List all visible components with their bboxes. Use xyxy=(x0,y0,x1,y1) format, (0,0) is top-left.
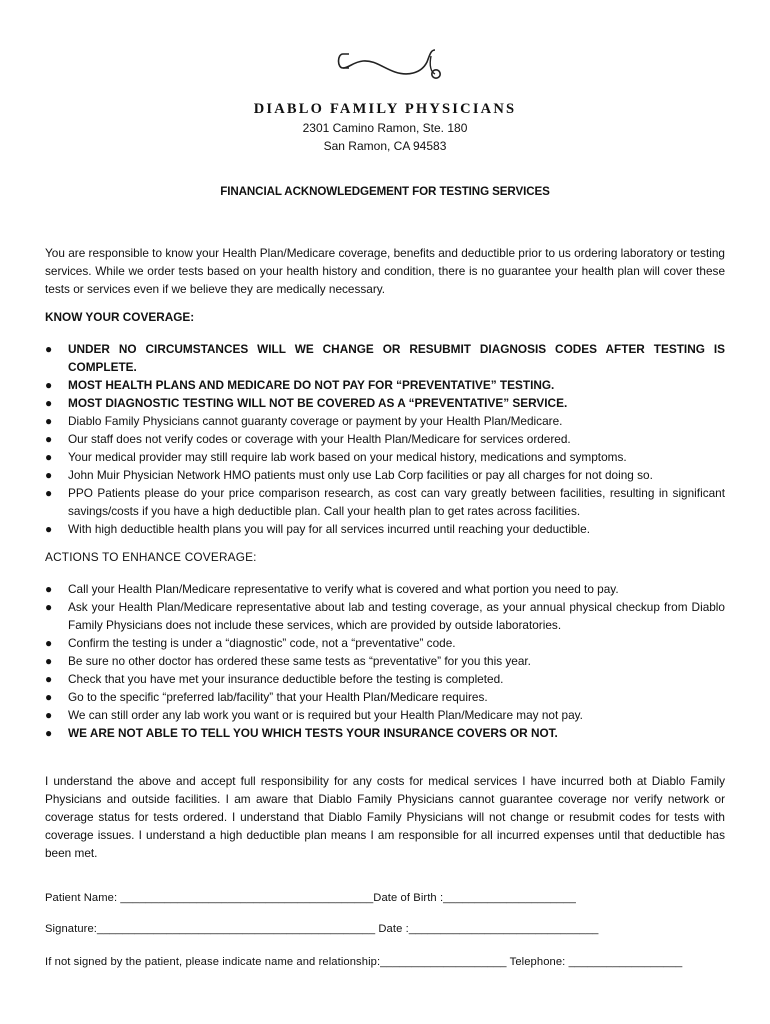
address-line-1: 2301 Camino Ramon, Ste. 180 xyxy=(302,121,468,135)
patient-name-dob-field[interactable]: Patient Name: ________________________________________Date of Birth :_____________________ xyxy=(45,892,576,904)
bullet-icon: ● xyxy=(45,582,53,596)
bullet-icon: ● xyxy=(45,396,53,410)
list-item: ● Go to the specific “preferred lab/facility” that your Health Plan/Medicare requires. xyxy=(45,690,488,704)
bullet-icon: ● xyxy=(45,654,53,668)
know-coverage-list xyxy=(45,340,725,538)
list-item: ● Check that you have met your insurance deductible before the testing is completed. xyxy=(45,672,504,686)
list-item: ● Confirm the testing is under a “diagnostic” code, not a “preventative” code. xyxy=(45,636,456,650)
bullet-icon: ● xyxy=(45,378,53,392)
bullet-icon: ● xyxy=(45,708,53,722)
list-item: ● MOST HEALTH PLANS AND MEDICARE DO NOT PAY FOR “PREVENTATIVE” TESTING. xyxy=(45,378,555,392)
list-item: ● PPO Patients please do your price comparison research, as cost can vary greatly between facilities, resulting in significant savings/costs if you have a high deductible plan. Call your health plan to get rates across facilities. xyxy=(45,486,725,518)
list-item: ● Diablo Family Physicians cannot guaranty coverage or payment by your Health Plan/Medicare. xyxy=(45,414,563,428)
signature-date-field[interactable]: Signature:____________________________________________ Date :______________________________ xyxy=(45,923,599,935)
list-item: ● WE ARE NOT ABLE TO TELL YOU WHICH TESTS YOUR INSURANCE COVERS OR NOT. xyxy=(45,726,558,740)
address-line-2: San Ramon, CA 94583 xyxy=(323,139,447,153)
organization-name: DIABLO FAMILY PHYSICIANS xyxy=(253,101,517,117)
bullet-icon: ● xyxy=(45,468,53,482)
list-item: ● Be sure no other doctor has ordered these same tests as “preventative” for you this year. xyxy=(45,654,531,668)
list-item: ● Your medical provider may still require lab work based on your medical history, medications and symptoms. xyxy=(45,450,627,464)
list-item: ● With high deductible health plans you will pay for all services incurred until reaching your deductible. xyxy=(45,522,590,536)
bullet-icon: ● xyxy=(45,600,53,614)
intro-paragraph: You are responsible to know your Health Plan/Medicare coverage, benefits and deductible prior to us ordering laboratory or testing services. While we order tests based on your health history and condition, there is no guarantee your health plan will cover these tests or services even if we believe they are medically necessary. xyxy=(45,246,725,296)
stethoscope-icon xyxy=(335,44,445,84)
bullet-icon: ● xyxy=(45,522,53,536)
document-title: FINANCIAL ACKNOWLEDGEMENT FOR TESTING SERVICES xyxy=(220,185,550,198)
list-item: ● Ask your Health Plan/Medicare representative about lab and testing coverage, as your annual physical checkup from Diablo Family Physicians does not include these services, which are provided by outside laboratories. xyxy=(45,600,725,632)
list-item: ● John Muir Physician Network HMO patients must only use Lab Corp facilities or pay all charges for not doing so. xyxy=(45,468,653,482)
bullet-icon: ● xyxy=(45,342,53,356)
acknowledgement-paragraph: I understand the above and accept full responsibility for any costs for medical services I have incurred both at Diablo Family Physicians and outside facilities. I am aware that Diablo Family Physicians cannot guarantee coverage nor verify network or coverage status for tests ordered. I understand that Diablo Family Physicians will not change or resubmit codes for tests with coverage issues. I understand a high deductible plan means I am responsible for all incurred expenses until that deductible has been met. xyxy=(45,774,725,860)
bullet-icon: ● xyxy=(45,414,53,428)
know-coverage-heading: KNOW YOUR COVERAGE: xyxy=(45,310,195,324)
relationship-telephone-field[interactable]: If not signed by the patient, please indicate name and relationship:____________________ Telephone: __________________ xyxy=(45,956,683,968)
list-item: ● Our staff does not verify codes or coverage with your Health Plan/Medicare for services ordered. xyxy=(45,432,571,446)
bullet-icon: ● xyxy=(45,672,53,686)
bullet-icon: ● xyxy=(45,726,53,740)
list-item: ● MOST DIAGNOSTIC TESTING WILL NOT BE COVERED AS A “PREVENTATIVE” SERVICE. xyxy=(45,396,568,410)
list-item: ● UNDER NO CIRCUMSTANCES WILL WE CHANGE OR RESUBMIT DIAGNOSIS CODES AFTER TESTING IS COMPLETE. xyxy=(45,342,725,374)
bullet-icon: ● xyxy=(45,450,53,464)
bullet-icon: ● xyxy=(45,486,53,500)
bullet-icon: ● xyxy=(45,636,53,650)
list-item: ● Call your Health Plan/Medicare representative to verify what is covered and what portion you need to pay. xyxy=(45,582,619,596)
actions-list xyxy=(45,580,725,742)
actions-heading: ACTIONS TO ENHANCE COVERAGE: xyxy=(45,550,257,564)
bullet-icon: ● xyxy=(45,432,53,446)
list-item: ● We can still order any lab work you want or is required but your Health Plan/Medicare may not pay. xyxy=(45,708,583,722)
bullet-icon: ● xyxy=(45,690,53,704)
